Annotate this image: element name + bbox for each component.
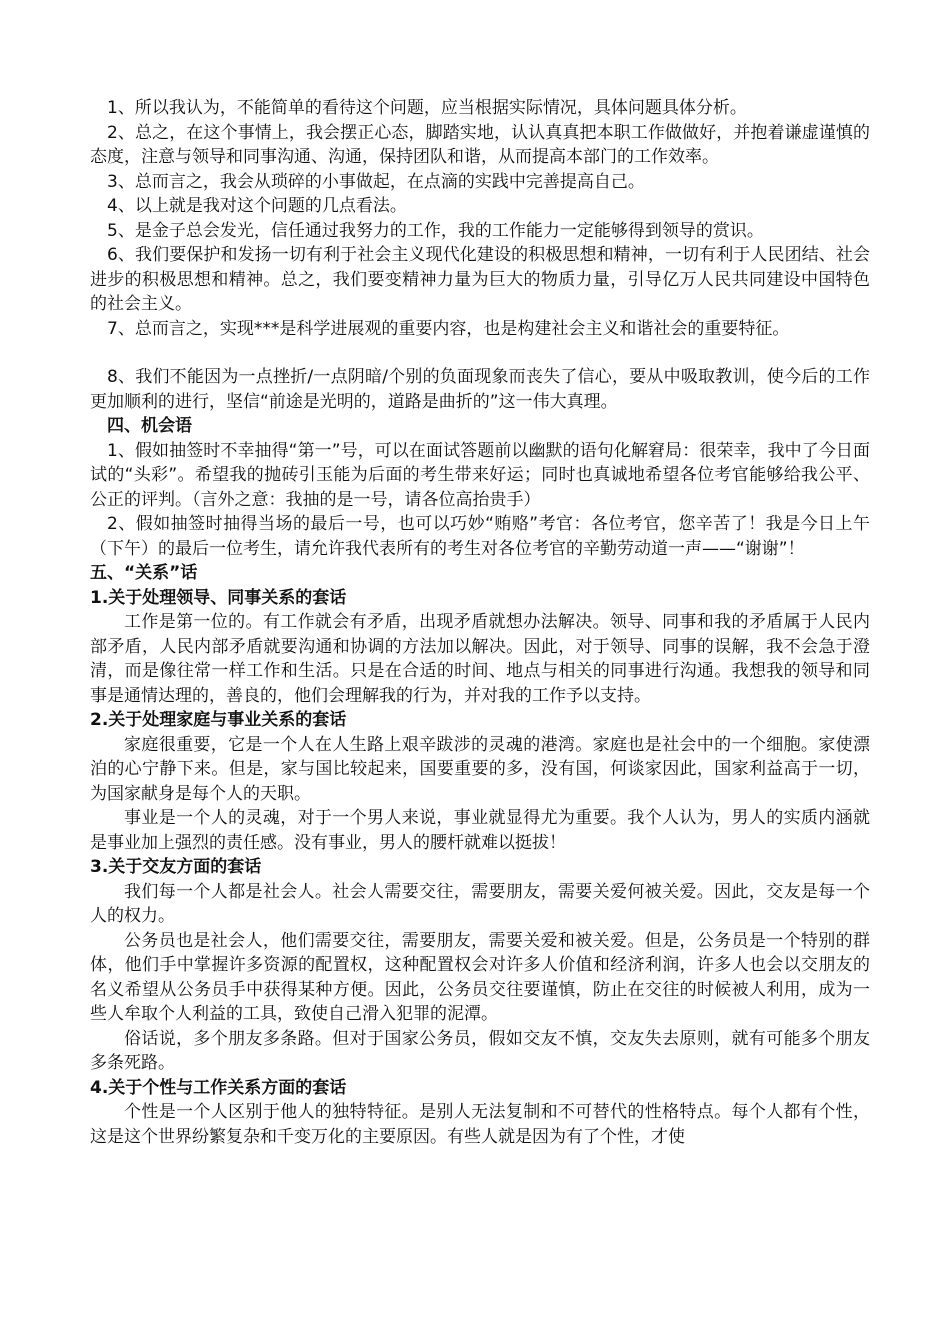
- document-page: [90, 96, 870, 1149]
- paragraph: 1、所以我认为，不能简单的看待这个问题，应当根据实际情况，具体问题具体分析。: [107, 98, 747, 118]
- paragraph: 个性是一个人区别于他人的独特特征。是别人无法复制和不可替代的性格特点。每个人都有个性，这是这个世界纷繁复杂和千变万化的主要原因。有些人就是因为有了个性，才使: [90, 1102, 870, 1147]
- paragraph: 4、以上就是我对这个问题的几点看法。: [107, 196, 407, 216]
- paragraph: 公务员也是社会人，他们需要交往，需要朋友，需要关爱和被关爱。但是，公务员是一个特别的群体，他们手中掌握许多资源的配置权，这种配置权会对许多人价值和经济利润，许多人也会以交朋友的名义希望从公务员手中获得某种方便。因此，公务员交往要谨慎，防止在交往的时候被人利用，成为一些人牟取个人利益的工具，致使自己滑入犯罪的泥潭。: [90, 930, 870, 1024]
- paragraph: 3、总而言之，我会从琐碎的小事做起，在点滴的实践中完善提高自己。: [107, 171, 645, 192]
- paragraph: 我们每一个人都是社会人。社会人需要交往，需要朋友，需要关爱何被关爱。因此，交友是每一个人的权力。: [90, 881, 870, 926]
- paragraph: 家庭很重要，它是一个人在人生路上艰辛跋涉的灵魂的港湾。家庭也是社会中的一个细胞。家使漂泊的心宁静下来。但是，家与国比较起来，国要重要的多，没有国，何谈家因此，国家利益高于一切，为国家献身是每个人的天职。: [90, 734, 870, 804]
- paragraph: 5、是金子总会发光，信任通过我努力的工作，我的工作能力一定能够得到领导的赏识。: [107, 220, 764, 241]
- subsection-heading: 1.关于处理领导、同事关系的套话: [90, 587, 347, 608]
- paragraph: 8、我们不能因为一点挫折/一点阴暗/个别的负面现象而丧失了信心，要从中吸取教训，使今后的工作更加顺利的进行，坚信“前途是光明的，道路是曲折的”这一伟大真理。: [90, 367, 870, 412]
- subsection-heading: 3.关于交友方面的套话: [90, 857, 262, 877]
- paragraph: 7、总而言之，实现***是科学进展观的重要内容，也是构建社会主义和谐社会的重要特征。: [107, 318, 790, 339]
- paragraph: 事业是一个人的灵魂，对于一个男人来说，事业就显得尤为重要。我个人认为，男人的实质内涵就是事业加上强烈的责任感。没有事业，男人的腰杆就难以挺拔！: [90, 808, 870, 853]
- paragraph: 1、假如抽签时不幸抽得“第一”号，可以在面试答题前以幽默的语句化解窘局：很荣幸，我中了今日面试的“头彩”。希望我的抛砖引玉能为后面的考生带来好运；同时也真诚地希望各位考官能够给我公平、公正的评判。（言外之意：我抽的是一号，请各位高抬贵手）: [90, 440, 870, 510]
- paragraph: 俗话说，多个朋友多条路。但对于国家公务员，假如交友不慎，交友失去原则，就有可能多个朋友多条死路。: [90, 1028, 870, 1073]
- section-heading: 四、机会语: [107, 416, 192, 436]
- paragraph: 6、我们要保护和发扬一切有利于社会主义现代化建设的积极思想和精神，一切有利于人民团结、社会进步的积极思想和精神。总之，我们要变精神力量为巨大的物质力量，引导亿万人民共同建设中国特色的社会主义。: [90, 245, 870, 314]
- subsection-heading: 2.关于处理家庭与事业关系的套话: [90, 710, 347, 730]
- paragraph: 2、假如抽签时抽得当场的最后一号，也可以巧妙“贿赂”考官：各位考官，您辛苦了！我是今日上午（下午）的最后一位考生，请允许我代表所有的考生对各位考官的辛勤劳动道一声——“谢谢”！: [90, 514, 870, 559]
- paragraph: 工作是第一位的。有工作就会有矛盾，出现矛盾就想办法解决。领导、同事和我的矛盾属于人民内部矛盾，人民内部矛盾就要沟通和协调的方法加以解决。因此，对于领导、同事的误解，我不会急于澄清，而是像往常一样工作和生活。只是在合适的时间、地点与相关的同事进行沟通。我想我的领导和同事是通情达理的，善良的，他们会理解我的行为，并对我的工作予以支持。: [90, 612, 870, 706]
- section-heading: 五、“关系”话: [90, 563, 198, 583]
- subsection-heading: 4.关于个性与工作关系方面的套话: [90, 1077, 347, 1098]
- paragraph: 2、总之，在这个事情上，我会摆正心态，脚踏实地，认认真真把本职工作做做好，并抱着谦虚谨慎的态度，注意与领导和同事沟通、沟通，保持团队和谐，从而提高本部门的工作效率。: [90, 122, 870, 167]
